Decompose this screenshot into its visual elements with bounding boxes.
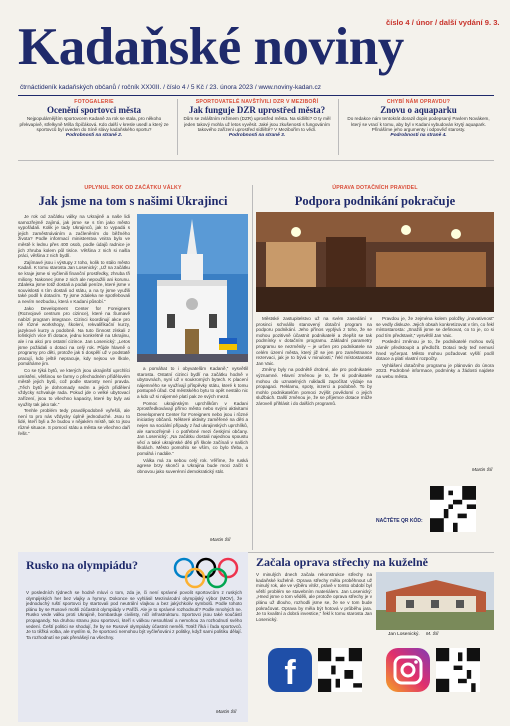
ukraine-pre: UPLYNUL ROK OD ZAČÁTKU VÁLKY bbox=[84, 185, 182, 191]
roof-caption: Jan Losenický. bbox=[388, 632, 420, 637]
instagram-icon[interactable] bbox=[386, 648, 430, 692]
masthead-subline: čtrnáctideník kadaňských občanů / ročník XXXIII. / číslo 4 / 5 Kč / 23. února 2023 / www.noviny-kadan.cz bbox=[20, 84, 321, 91]
paragraph: Tenhle problém tedy pravděpodobně vyřešili, ale není to pro nás vždycky úplně jednoduché. Jsou to lidé, kteří byli a že budou v nějakém místě, tak to jsou různé situace. S pomocí státu a města se všechno daří řešit.“ bbox=[18, 408, 130, 436]
paragraph: Zajímavé jsou i výstupy z toho, kolik to stálo město Kadaň. K tomu starosta Jan Losenický: „Už na začátku se kraje jsme si vyčlenili finanční prostředky, zhruba tři miliony. Nakonec jsme z nich ale nepoužili ani korunu. Zdaleka jsme totiž dostali a podali peníze, které jsme v souvislosti s tím dostali od státu, a na ty jsme využili také podíl k dotacím. Ty jsme zdaleka ne spotřebovali a nevím nezbudou, která v Kadani působí.“ bbox=[18, 259, 130, 304]
church-photo bbox=[137, 214, 248, 362]
paragraph: Válka má za sebou celý rok. Věříme, že ruská agrese brzy skončí a Ukrajina bude moci začít s obnovou jako suverénní demokratický stát. bbox=[137, 457, 248, 474]
instagram-qr-code-icon[interactable] bbox=[436, 648, 480, 692]
subsidy-col2 bbox=[376, 316, 494, 466]
teaser-title: Znovu o aquaparku bbox=[380, 105, 457, 115]
olympics-title: Rusko na olympiádu? bbox=[26, 558, 139, 572]
paragraph: a pomáhat to i obyvatelům Kadaně,“ vysvětlil starosta. Ostatní cizinci bydlí na začátku hodně v ubytovnách, nyní už v soukromých bytech. K placení nájemného se využívají příspěvky státu, které k tomu postupně úřad. Od městského bytu to opět nestálo nic a kdo už si nájemné platí pak ze svých mezd. bbox=[137, 366, 248, 399]
ukraine-author: Martin Šíl bbox=[210, 538, 231, 543]
teaser-title: Ocenění sportovci města bbox=[47, 105, 141, 115]
paragraph: Městské zastupitelstvo už na svém zasedání v prosinci schválilo stanovený dotační program na podporu podnikání. Jeho přínos vyplývá z toho, že se mohou pozitivně účastnit podnikatelé a zlepšit se tak podmínky v dotačním programu. Základní parametry programu se nezměnily – je určen pro podnikatele na celém území města, který již se jen pro zaměstnance rezervaci, jak je to bývá v minulosti,“ řekl místostarosta Jan Vaic. bbox=[256, 316, 372, 366]
teaser-2[interactable] bbox=[182, 99, 332, 138]
subsidy-col1 bbox=[256, 316, 372, 536]
paragraph: Změny byly na podnětě drobné, ale pro podnikatele významné. Hlavní změnou je to, že si podnikatele mohou do uznatelných nákladů započítat výdaje na propagaci. Reklamu, spoty, inzerci a podobně. To by mohlo podnikatelům pomoci zvýšit povědomí o jejich službách. Další změnou je, že se příjemce dotace může zároveň přihlásit i do dalších programů. bbox=[256, 367, 372, 406]
subsidy-title: Podpora podnikání pokračuje bbox=[294, 194, 456, 208]
qr-label: NAČTĚTE QR KÓD: bbox=[376, 518, 423, 524]
olympics-box bbox=[18, 552, 248, 722]
paragraph: Pravdou je, že zejména kolem položky „inovativnost“ se vedly diskuze. Jejich obsah konkretizovat v tím, co řekl místostarosta: „Snažili jsme se definovat, co to je, co si pod tím představit,“ vysvětlil Jan Vaic. bbox=[376, 316, 494, 338]
olympics-text: V posledních týdnech se hodně mluví o tom, zda je, či není správné povolit sportovcům z ruských olympijských her bez vlajky a hymny. Dokonce se vyhlásil Mezinárodní olympijský výbor (MOV), že jednoduchý ruští sportovci by startovali pod neutrální vlajkou a bez jakýchkoliv symbolů. Podle tohoto plánu by se Rusové mohli zúčastnit olympiády v Paříži. Ale je to správné rozhodnutí? Podle mnohých ne. Rusko vede válku proti Ukrajině, bombarduje civilisty, ničí infrastrukturu. Sportovci jsou také součástí propagandy. Na druhou stranu jsou sportovci, kteří s válkou nesouhlasí a nemohou za rozhodnutí svého vedení. Čeští politici se shodují, že by se Rusové olympiády účastnit neměli. Totéž říká i řada sportovců. Je to těžká volba, ale myslím si, že sportovci nemohou být vyčleňováni z politiky, když sami politiku dělají. Ta rozhodnutí se pak přenášejí na všechny. bbox=[26, 590, 242, 640]
roof-title: Začala oprava střechy na kuželně bbox=[256, 555, 428, 569]
subsidy-pre: ÚPRAVA DOTAČNÍCH PRAVIDEL bbox=[332, 185, 418, 191]
teaser-title: Jak funguje DZR uprostřed města? bbox=[188, 105, 326, 115]
ukraine-col1 bbox=[18, 214, 130, 550]
teaser-pre: CHYBÍ NÁM OPRAVDU? bbox=[386, 99, 451, 105]
facebook-qr-code-icon[interactable] bbox=[318, 648, 362, 692]
teaser-text: Do redakce nám tentokrát dorazil dopis podepsaný Pavlem Novákem, který se vrací k tomu, aby byl v Kadani vybudován krytý aquapark. Přinášíme jeho argumenty i odpověď starosty. bbox=[347, 116, 490, 133]
roof-text: V minulých dnech začala rekonstrukce střechy na kadaňské kuželně. Oprava střechy měla proběhnout už minulý rok, ale ve výběru vítěz, právě v tomto období byl větší problém se stavebním materiálem. Jan Losenický: „Hned jsme o tom věděli, ale protože oprava střechy je v plánu už dlouho, rozhodli jsme se, že se v tom bude pokračovat. Oprava by měla být hotová v průběhu jara. Je to kvalitní a dobrá investice,“ řekl k tomu starosta Jan Losenický. bbox=[256, 572, 372, 622]
restaurant-photo bbox=[256, 212, 494, 312]
paragraph: Pomoc ukrajinským uprchlíkům v Kadani zprostředkovávají přímo město nebo svými aktivitami Development Center for Foreigners nebo jsou i různé iniciativy občanů. Některé aktivity zaměřené na děti a nejen na sociální případy z řad ukrajinských uprchlíků, ale samozřejmě i o potřebné mezi českými občany. Jan Losenický: „Na začátku dostali najednou spoustu věcí a také ukrajinské děti při škole začínali v našich školách. Město pomohlo se vším, co bylo třeba, a pomáhá i nadále.“ bbox=[137, 400, 248, 456]
bowling-hall-photo bbox=[376, 572, 494, 630]
olympic-rings-icon bbox=[170, 556, 242, 590]
teaser-1[interactable] bbox=[18, 99, 170, 138]
facebook-icon[interactable]: f bbox=[268, 648, 312, 692]
issue-info: číslo 4 / únor / další vydání 9. 3. bbox=[386, 18, 500, 27]
teaser-pre: FOTOGALERIE bbox=[74, 99, 114, 105]
paragraph: Co se týká bytů, ve kterých jsou ukrajinští uprchlíci umístěni, většinou se farmy o přechodném přídělovém městě jejich bytů, což podle starosty není pravda. „Těch bytů je dohromady sedm a jejich přidělení vždycky schvaluje rada. Pokud jde o velké ubytovací zařízení, jsou to všechno kapacity, které by byly asi využity tak jako tak.“ bbox=[18, 368, 130, 407]
teaser-pre: SPORTOVATELÉ NAVŠTÍVILI DZR V MEZIBOŘÍ bbox=[195, 99, 319, 105]
subsidy-author: Martin Šíl bbox=[472, 468, 493, 473]
teaser-ref: Podrobnosti na straně 4. bbox=[390, 132, 447, 138]
teaser-ref: Podrobnosti na straně 2. bbox=[65, 132, 123, 138]
ukraine-col2 bbox=[137, 366, 248, 538]
qr-code-icon[interactable] bbox=[430, 486, 476, 532]
paragraph: Jako Development Center for Foreigners (Rozvojové centrum pro cizince), které na Šumavě nabízí program integrace. Cizinci koordinují akce pro ně různé workshopy, školení, rekvalifikační kurzy, jazykové kurzy a podobně. Na tuto činnost získali z loňských více tři dotace, jednu konkrétně na Ukrajinu, ale i na akci pro ostatní cizince. Jan Losenický: „Letos jsme požádali o dotaci na celý rok. Půjde hlavně o programy pro děti, protože jak ti dospělí už v podstatě pracují, kdo ještě nepracuje, kdy nejsou ve škole, pomáháme jim. bbox=[18, 305, 130, 367]
paragraph: Je rok od začátku války na Ukrajině a naše lidi samozřejmě zajímá, jak jsme se s tím jako město vypořádali. Kolik je tady Ukrajinců, jak to vypadá s jejich zaměstnáváním a začleněním do běžného života? Podle informací ministerstva vnitra bylo ve městě k lednu přes 400 osob, podle údajů radnice je jich zhruba kolem půl tisíce. Většina z nich si našla práci, většina z nich bydlí. bbox=[18, 214, 130, 259]
newspaper-title: Kadaňské noviny bbox=[18, 18, 404, 76]
teaser-3[interactable] bbox=[343, 99, 494, 138]
ukraine-title: Jak jsme na tom s našimi Ukrajinci bbox=[38, 194, 228, 208]
paragraph: Vyhlášení dotačního programu je plánován do února 2023. Podrobné informace, podmínky a žádosti najdete na webu města. bbox=[376, 362, 494, 379]
teaser-text: Nejpopulárnějším sportovcem Kadaně za rok se stala, pro někoho překvapivě, střelkyně Míša Špičáková. Kdo další v kresle usedl a který ze sportovců byl uveden do Síně slávy kadaňského sportu? bbox=[19, 116, 169, 133]
teaser-text: Dům se zvláštním režimem (DZR) uprostřed města. Na sídlišti? O ty měl jeden takový mohla už letos vyvěsit. Jaké jsou zkušenosti s fungováním takového zařízení uprostřed sídliště? V Mezibořím to vědí. bbox=[183, 116, 331, 133]
teaser-strip bbox=[18, 99, 494, 157]
paragraph: Poslední změnou je to, že podnikatelé mohou svůj záměr předstoupit a předložit. Dotaci tedy teď nemusí hned vyčerpat. Město mohou požadovat vyšší podíl dotace a platí vlastní rozpočty. bbox=[376, 339, 494, 362]
teaser-ref: Podrobnosti na straně 3. bbox=[228, 132, 286, 138]
roof-author: M. Šíl bbox=[426, 632, 439, 637]
olympics-author: Martin Šíl bbox=[216, 710, 237, 715]
